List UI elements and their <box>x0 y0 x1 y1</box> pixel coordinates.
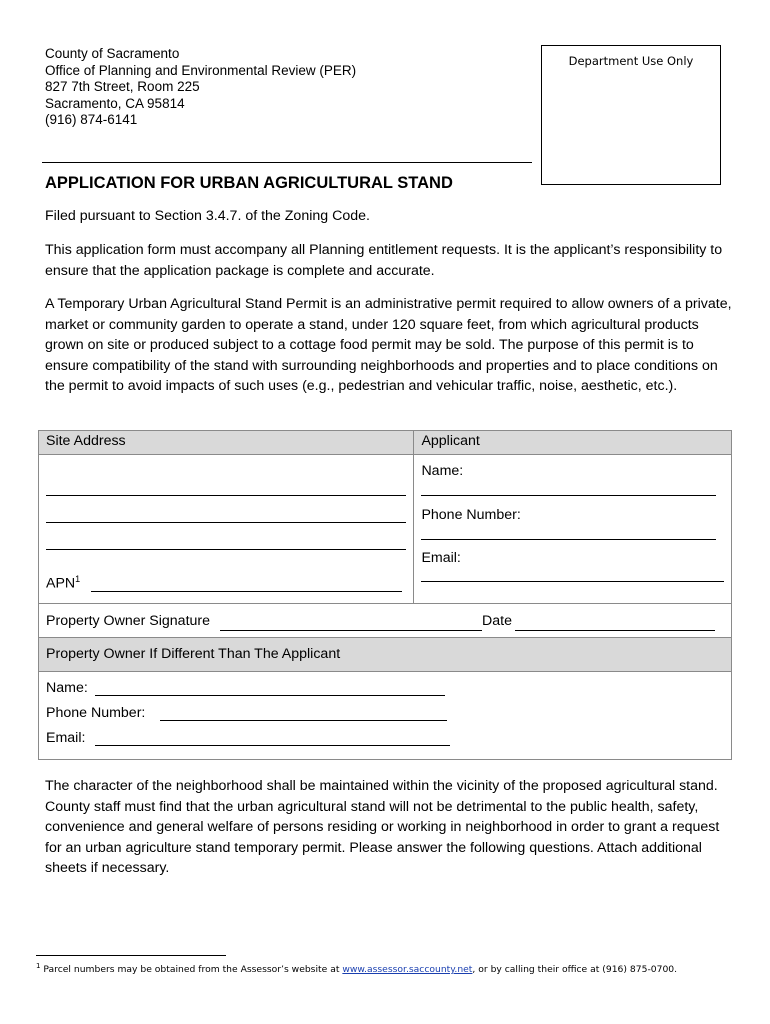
office-name: Office of Planning and Environmental Review (PER) <box>45 62 357 78</box>
title-divider <box>42 162 532 163</box>
date-field[interactable] <box>515 630 715 631</box>
applicant-header-cell <box>414 431 732 455</box>
owner-section-header-cell <box>39 638 732 672</box>
accompany-requirement-text: This application form must accompany all Planning entitlement requests. It is the applicant’s responsibility to ensure that the application package is complete and accurate. <box>45 242 723 279</box>
owner-signature-cell <box>39 604 732 638</box>
owner-name-label: Name: <box>46 680 88 696</box>
site-address-line-1[interactable] <box>46 495 406 496</box>
office-address-block <box>45 46 356 129</box>
site-address-line-2[interactable] <box>46 522 406 523</box>
county-name: County of Sacramento <box>45 46 180 61</box>
site-address-cell <box>39 455 414 604</box>
city-state-zip: Sacramento, CA 95814 <box>45 95 185 111</box>
owner-signature-label: Property Owner Signature <box>46 613 211 629</box>
department-use-only-box <box>541 45 721 185</box>
department-use-only-label: Department Use Only <box>568 54 694 68</box>
applicant-name-label: Name: <box>421 463 464 479</box>
owner-info-cell <box>39 672 732 760</box>
applicant-name-field[interactable] <box>421 495 716 496</box>
footnote <box>36 962 677 975</box>
applicant-info-cell <box>414 455 732 604</box>
site-address-header: Site Address <box>46 433 126 449</box>
owner-phone-field[interactable] <box>160 720 447 721</box>
footnote-text-before: Parcel numbers may be obtained from the Assessor’s website at <box>43 964 343 976</box>
applicant-email-field[interactable] <box>421 581 724 582</box>
apn-footnote-marker: 1 <box>75 574 81 584</box>
office-phone: (916) 874-6141 <box>45 112 138 127</box>
owner-email-label: Email: <box>46 730 86 746</box>
date-label: Date <box>482 613 512 629</box>
owner-signature-field[interactable] <box>220 630 482 631</box>
site-address-header-cell <box>39 431 414 455</box>
street-address: 827 7th Street, Room 225 <box>45 79 200 94</box>
applicant-header: Applicant <box>421 433 480 449</box>
footnote-text-after: , or by calling their office at (916) 875-0700. <box>472 964 678 976</box>
apn-field[interactable] <box>91 591 402 592</box>
apn-label: APN$^1$ <box>46 574 81 592</box>
owner-name-field[interactable] <box>95 695 445 696</box>
applicant-phone-label: Phone Number: <box>421 507 521 523</box>
owner-email-field[interactable] <box>95 745 450 746</box>
site-address-line-3[interactable] <box>46 549 406 550</box>
applicant-phone-field[interactable] <box>421 539 716 540</box>
form-title: APPLICATION FOR URBAN AGRICULTURAL STAND <box>45 174 453 192</box>
permit-description-text: A Temporary Urban Agricultural Stand Permit is an administrative permit required to allow owners of a private, market or community garden to operate a stand, under 120 square feet, from which agricultural products grown on site or produced subject to a cottage food permit may be sold. The purpose of this permit is to ensure compatibility of the stand with surrounding neighborhoods and properties and to place conditions on the permit to avoid impacts of such uses (e.g., pedestrian and vehicular traffic, noise, aesthetic, etc.). <box>45 296 732 394</box>
owner-phone-label: Phone Number: <box>46 705 146 721</box>
assessor-website-link[interactable]: www.assessor.saccounty.net <box>342 964 473 976</box>
applicant-email-label: Email: <box>421 550 461 566</box>
owner-section-header: Property Owner If Different Than The Applicant <box>46 646 341 662</box>
filed-pursuant-text: Filed pursuant to Section 3.4.7. of the Zoning Code. <box>45 208 370 224</box>
footnote-divider <box>36 955 226 956</box>
footnote-marker: 1 <box>36 962 41 970</box>
application-form-table <box>38 430 732 760</box>
neighborhood-character-text: The character of the neighborhood shall be maintained within the vicinity of the proposed agricultural stand. County staff must find that the urban agricultural stand will not be detrimental to the public health, safety, convenience and general welfare of persons residing or working in neighborhood in order to grant a request for an urban agriculture stand temporary permit. Please answer the following questions. Attach additional sheets if necessary. <box>45 778 720 876</box>
